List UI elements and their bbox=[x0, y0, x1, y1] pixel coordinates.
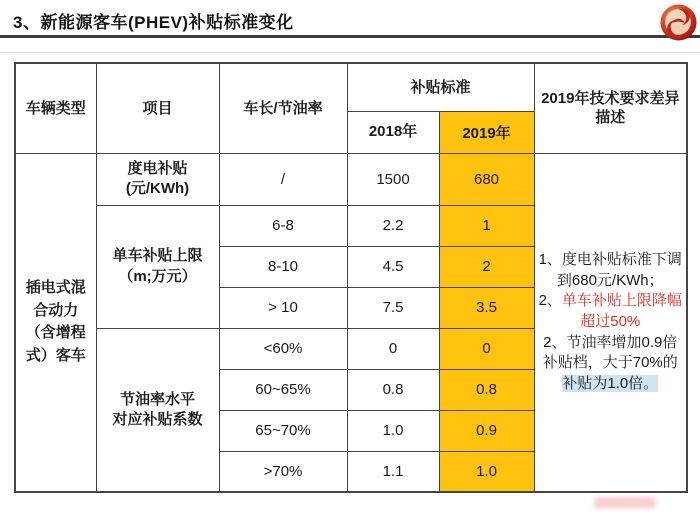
range-cell: 6-8 bbox=[219, 205, 347, 246]
item-line: （m;万元） bbox=[118, 267, 197, 285]
header-subsidy-standard: 补贴标准 bbox=[347, 63, 534, 111]
note-1-text: 1、度电补贴标准下调到680元/KWh； bbox=[538, 250, 682, 289]
value-2018-cell: 4.5 bbox=[347, 246, 439, 287]
value-2019-cell: 0.9 bbox=[439, 410, 534, 451]
range-cell: 65~70% bbox=[219, 410, 347, 451]
notes-cell bbox=[534, 153, 687, 492]
value-2019-cell: 2 bbox=[439, 246, 534, 287]
header-item: 项目 bbox=[96, 63, 219, 153]
header-2019: 2019年 bbox=[439, 111, 534, 153]
range-cell: / bbox=[219, 153, 347, 205]
dongfeng-logo-icon bbox=[659, 3, 698, 42]
item-line: (元/KWh) bbox=[125, 180, 190, 197]
value-2018-cell: 1.1 bbox=[347, 451, 439, 492]
item-line: 单车补贴上限 bbox=[112, 247, 203, 265]
page-title: 3、新能源客车(PHEV)补贴标准变化 bbox=[13, 13, 294, 32]
item-line: 度电补贴 bbox=[127, 159, 188, 177]
value-2019-cell: 0.8 bbox=[439, 369, 534, 410]
title-underline bbox=[0, 35, 700, 38]
note-3-highlighted-text: 补贴为1.0倍。 bbox=[562, 374, 659, 392]
range-cell: >70% bbox=[219, 451, 347, 492]
header-2018: 2018年 bbox=[347, 111, 439, 153]
value-2019-cell: 0 bbox=[439, 328, 534, 369]
item-cell-fuel-saving-coef bbox=[96, 328, 219, 492]
header-vehicle-type: 车辆类型 bbox=[15, 63, 96, 153]
value-2018-cell: 0.8 bbox=[347, 369, 439, 410]
value-2019-cell: 1.0 bbox=[439, 451, 534, 492]
note-2-prefix: 2、 bbox=[538, 292, 562, 310]
value-2018-cell: 7.5 bbox=[347, 287, 439, 328]
value-2018-cell: 1500 bbox=[347, 153, 439, 205]
note-2-red-text: 单车补贴上限降幅超过50% bbox=[561, 292, 682, 330]
value-2018-cell: 2.2 bbox=[347, 205, 439, 246]
header-diff-desc: 2019年技术要求差异描述 bbox=[534, 63, 687, 153]
note-3-prefix: 2、节油率增加0.9倍补贴档，大于70%的 bbox=[542, 333, 678, 372]
header-length-rate: 车长/节油率 bbox=[219, 63, 347, 153]
watermark bbox=[594, 497, 656, 508]
item-cell-per-vehicle-cap bbox=[96, 205, 219, 328]
item-cell-kwh-subsidy bbox=[96, 153, 219, 205]
vehicle-type-cell: 插电式混合动力（含增程式）客车 bbox=[15, 153, 96, 492]
range-cell: <60% bbox=[219, 328, 347, 369]
subsidy-table bbox=[14, 62, 688, 493]
range-cell: > 10 bbox=[219, 287, 347, 328]
value-2018-cell: 1.0 bbox=[347, 410, 439, 451]
value-2019-cell: 1 bbox=[439, 205, 534, 246]
value-2018-cell: 0 bbox=[347, 328, 439, 369]
note-1 bbox=[538, 250, 684, 291]
item-line: 对应补贴系数 bbox=[112, 410, 203, 428]
value-2019-cell: 680 bbox=[439, 153, 534, 205]
item-line: 节油率水平 bbox=[119, 390, 195, 408]
value-2019-cell: 3.5 bbox=[439, 287, 534, 328]
range-cell: 8-10 bbox=[219, 246, 347, 287]
range-cell: 60~65% bbox=[219, 369, 347, 410]
note-3 bbox=[538, 333, 684, 395]
note-2 bbox=[538, 291, 684, 332]
title-underline-light bbox=[0, 52, 700, 53]
